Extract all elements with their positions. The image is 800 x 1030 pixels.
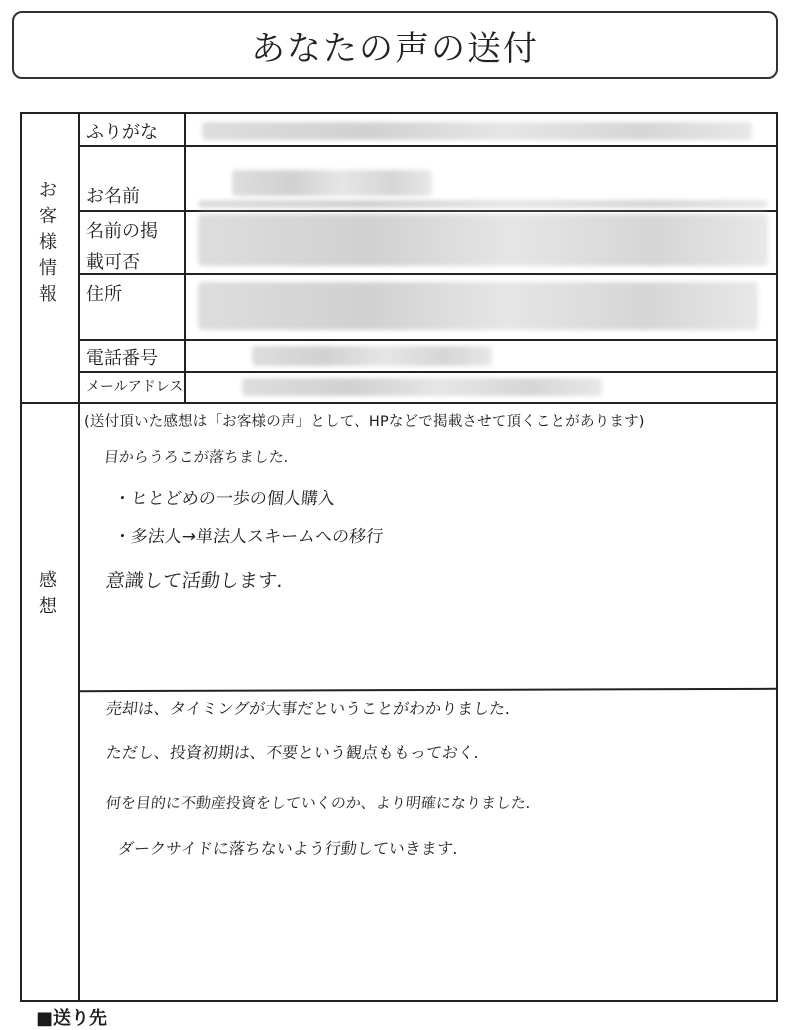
field-label-name: お名前 — [86, 186, 140, 207]
row-divider — [78, 210, 778, 212]
handwritten-line: 目からうろこが落ちました. — [103, 448, 290, 466]
field-label-email: メールアドレス — [86, 379, 184, 395]
handwritten-line: 売却は、タイミングが大事だということがわかりました. — [104, 699, 512, 718]
impressions-divider — [80, 688, 776, 692]
handwritten-line: 何を目的に不動産投資をしていくのか、より明確になりました. — [105, 794, 532, 812]
field-column-divider — [184, 114, 186, 402]
redacted-address — [198, 282, 758, 330]
publication-note: (送付頂いた感想は「お客様の声」として、HPなどで掲載させて頂くことがあります) — [84, 414, 645, 430]
impressions-label: 感 想 — [39, 570, 57, 617]
row-divider — [78, 371, 778, 373]
field-label-publish-line2: 載可否 — [86, 252, 140, 273]
redacted-email — [242, 378, 602, 396]
row-divider — [78, 273, 778, 275]
redacted-publish — [198, 214, 768, 266]
customer-info-label: お 客 様 情 報 — [39, 180, 57, 305]
handwritten-line: ただし、投資初期は、不要という観点ももっておく. — [104, 743, 480, 762]
section-divider — [22, 402, 778, 404]
row-divider — [78, 145, 778, 147]
field-label-address: 住所 — [86, 284, 122, 305]
redacted-furigana — [202, 122, 752, 140]
send-to-heading: ■送り先 — [36, 1008, 108, 1029]
form-title-box — [12, 11, 778, 79]
label-column-divider — [78, 114, 80, 1000]
redacted-name — [232, 170, 432, 196]
feedback-form — [20, 112, 778, 1002]
redacted-name-underline — [198, 200, 768, 208]
row-divider — [78, 339, 778, 341]
redacted-phone — [252, 346, 492, 366]
field-label-furigana: ふりがな — [86, 122, 158, 143]
handwritten-line: ・ヒとどめの一歩の個人購入 — [112, 489, 336, 509]
field-label-phone: 電話番号 — [86, 348, 158, 369]
handwritten-line: ・多法人→単法人スキームへの移行 — [112, 527, 385, 547]
handwritten-line: 意識して活動します. — [104, 570, 285, 592]
field-label-publish-line1: 名前の掲 — [86, 221, 158, 242]
form-title: あなたの声の送付 — [251, 28, 539, 69]
handwritten-line: ダークサイドに落ちないよう行動していきます. — [116, 839, 459, 858]
